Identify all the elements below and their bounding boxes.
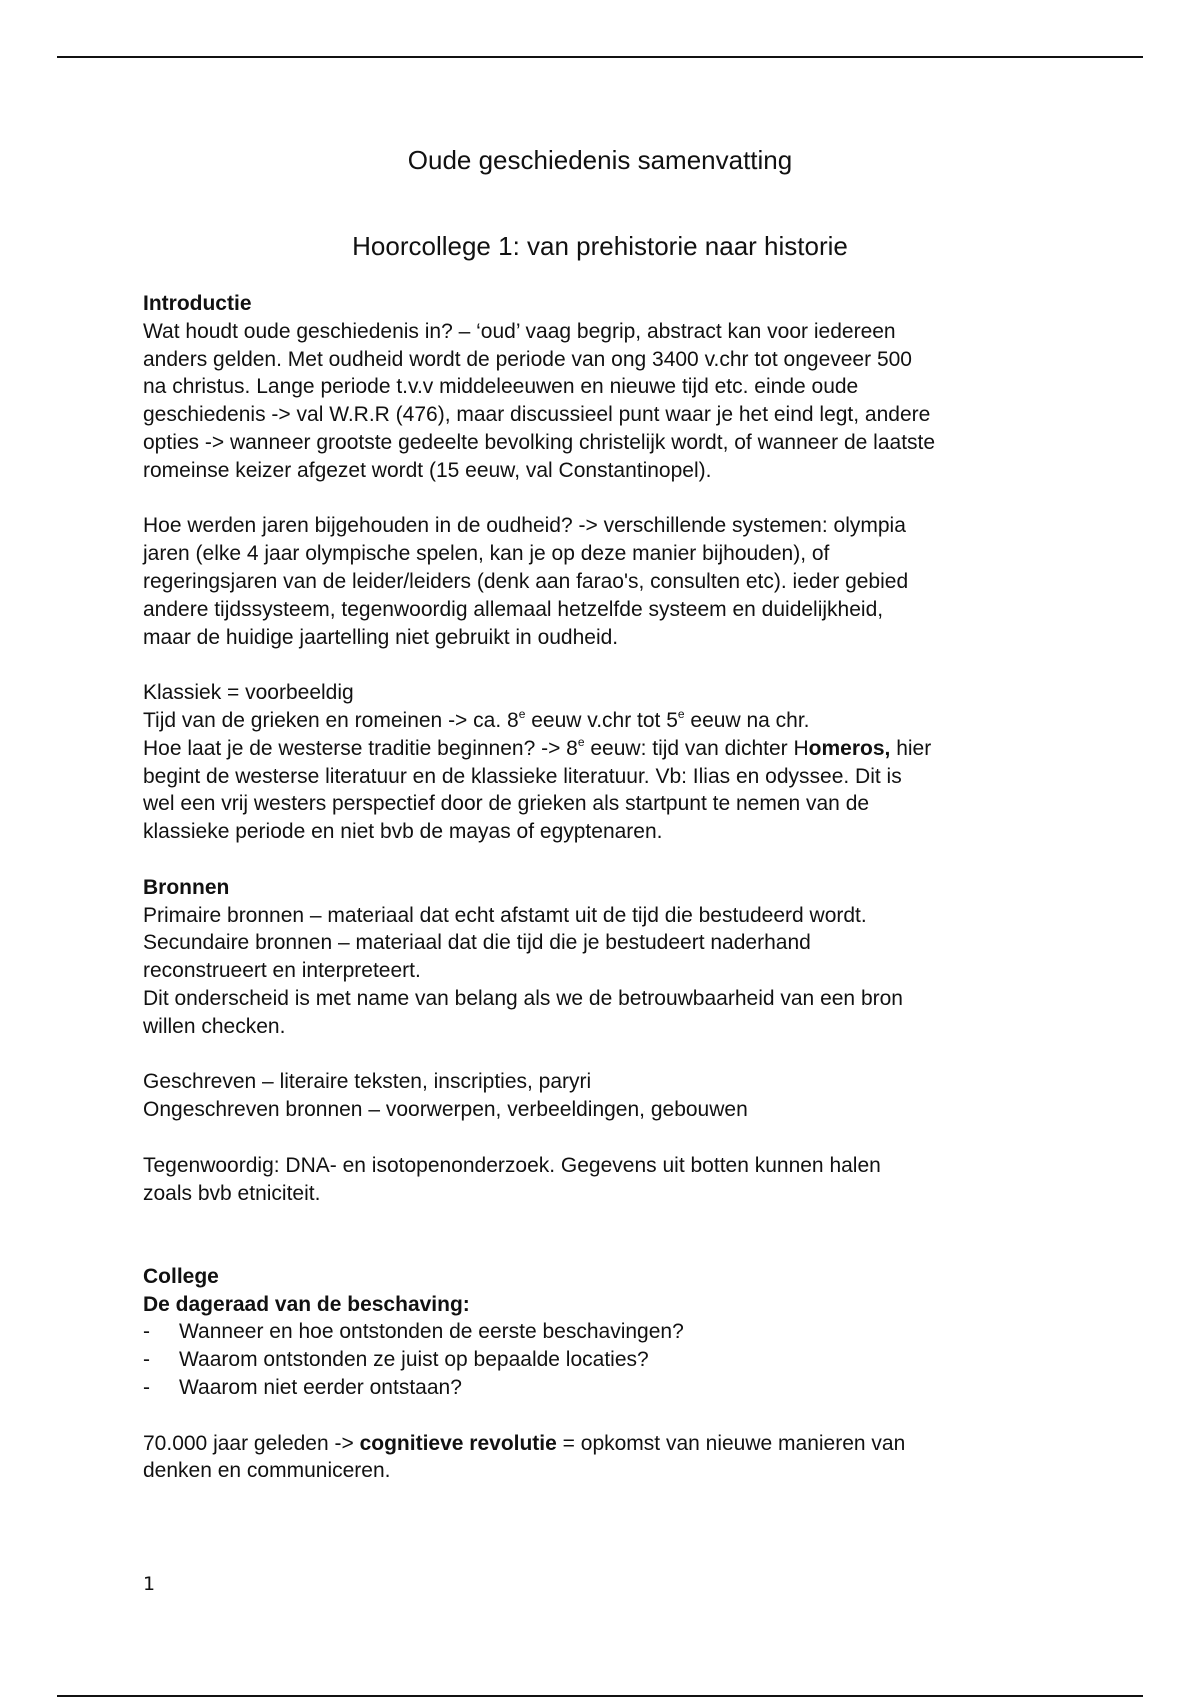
paragraph-jaartelling	[143, 512, 1073, 651]
bold-text-cognitieve-revolutie: cognitieve revolutie	[359, 1431, 557, 1455]
text-line: andere tijdssysteem, tegenwoordig allemaal hetzelfde systeem en duidelijkheid,	[143, 597, 884, 621]
text-line	[143, 735, 1073, 763]
text-line: Geschreven – literaire teksten, inscripties, paryri	[143, 1070, 592, 1094]
document-title: Oude geschiedenis samenvatting	[407, 145, 793, 175]
section-heading-introductie: Introductie	[143, 292, 252, 315]
document-body	[143, 290, 1073, 1485]
text-run: eeuw v.chr tot 5	[525, 708, 678, 732]
page-number: 1	[143, 1573, 156, 1595]
list-item-text: Waarom niet eerder ontstaan?	[179, 1376, 462, 1400]
text-run: hier	[890, 736, 932, 760]
bullet-mark: -	[143, 1320, 150, 1344]
text-line: Ongeschreven bronnen – voorwerpen, verbeeldingen, gebouwen	[143, 1098, 748, 1122]
bottom-rule	[57, 1695, 1143, 1697]
paragraph-geschreven	[143, 1068, 1073, 1124]
text-line: Secundaire bronnen – materiaal dat die tijd die je bestudeert naderhand	[143, 931, 811, 955]
text-line: willen checken.	[143, 1014, 286, 1038]
list-item	[143, 1346, 1073, 1374]
section-introductie	[143, 290, 1073, 485]
superscript: e	[577, 734, 585, 749]
subheading-dageraad: De dageraad van de beschaving:	[143, 1292, 470, 1316]
text-line: Primaire bronnen – materiaal dat echt afstamt uit de tijd die bestudeerd wordt.	[143, 903, 867, 927]
text-line: opties -> wanneer grootste gedeelte bevolking christelijk wordt, of wanneer de laatste	[143, 430, 936, 454]
text-line: maar de huidige jaartelling niet gebruikt in oudheid.	[143, 625, 619, 649]
text-run: = opkomst van nieuwe manieren van	[556, 1431, 906, 1455]
text-run: Tijd van de grieken en romeinen -> ca. 8	[143, 708, 519, 732]
text-line	[143, 1430, 1073, 1458]
text-run: eeuw: tijd van dichter H	[584, 736, 809, 760]
text-run: eeuw na chr.	[684, 708, 810, 732]
section-college	[143, 1263, 1073, 1402]
text-line: romeinse keizer afgezet wordt (15 eeuw, val Constantinopel).	[143, 458, 712, 482]
text-line: Klassiek = voorbeeldig	[143, 681, 354, 705]
text-run: 70.000 jaar geleden ->	[143, 1431, 360, 1455]
text-line: Hoe werden jaren bijgehouden in de oudheid? -> verschillende systemen: olympia	[143, 514, 906, 538]
superscript: e	[518, 706, 526, 721]
superscript: e	[677, 706, 685, 721]
text-line	[143, 707, 1073, 735]
section-heading-college: College	[143, 1264, 219, 1288]
text-line: zoals bvb etniciteit.	[143, 1181, 321, 1205]
paragraph-tegenwoordig	[143, 1152, 1073, 1208]
text-line: regeringsjaren van de leider/leiders (denk aan farao's, consulten etc). ieder gebied	[143, 569, 909, 593]
text-line: klassieke periode en niet bvb de mayas of egyptenaren.	[143, 820, 663, 844]
text-run: Hoe laat je de westerse traditie beginnen? -> 8	[143, 736, 578, 760]
text-line: anders gelden. Met oudheid wordt de periode van ong 3400 v.chr tot ongeveer 500	[143, 347, 912, 371]
section-heading-bronnen: Bronnen	[143, 875, 230, 899]
paragraph-cognitieve-revolutie	[143, 1430, 1073, 1486]
bullet-mark: -	[143, 1376, 150, 1400]
text-line: begint de westerse literatuur en de klassieke literatuur. Vb: Ilias en odyssee. Dit is	[143, 764, 902, 788]
text-line: geschiedenis -> val W.R.R (476), maar discussieel punt waar je het eind legt, andere	[143, 403, 931, 427]
top-rule	[57, 56, 1143, 58]
list-item-text: Wanneer en hoe ontstonden de eerste beschavingen?	[179, 1320, 684, 1344]
list-item-text: Waarom ontstonden ze juist op bepaalde locaties?	[179, 1348, 649, 1372]
text-line: reconstrueert en interpreteert.	[143, 959, 421, 983]
text-line: denken en communiceren.	[143, 1459, 391, 1483]
text-line: Dit onderscheid is met name van belang als we de betrouwbaarheid van een bron	[143, 986, 903, 1010]
paragraph-klassiek	[143, 679, 1073, 846]
list-item	[143, 1318, 1073, 1346]
text-line: Tegenwoordig: DNA- en isotopenonderzoek. Gegevens uit botten kunnen halen	[143, 1153, 881, 1177]
text-line: wel een vrij westers perspectief door de grieken als startpunt te nemen van de	[143, 792, 870, 816]
text-line: Wat houdt oude geschiedenis in? – ‘oud’ vaag begrip, abstract kan voor iedereen	[143, 319, 896, 343]
bullet-mark: -	[143, 1348, 150, 1372]
bold-text-homeros: omeros,	[808, 736, 891, 760]
lecture-title: Hoorcollege 1: van prehistorie naar historie	[352, 231, 848, 261]
text-line: na christus. Lange periode t.v.v middeleeuwen en nieuwe tijd etc. einde oude	[143, 375, 859, 399]
section-bronnen	[143, 874, 1073, 1041]
text-line: jaren (elke 4 jaar olympische spelen, kan je op deze manier bijhouden), of	[143, 542, 830, 566]
list-item	[143, 1374, 1073, 1402]
